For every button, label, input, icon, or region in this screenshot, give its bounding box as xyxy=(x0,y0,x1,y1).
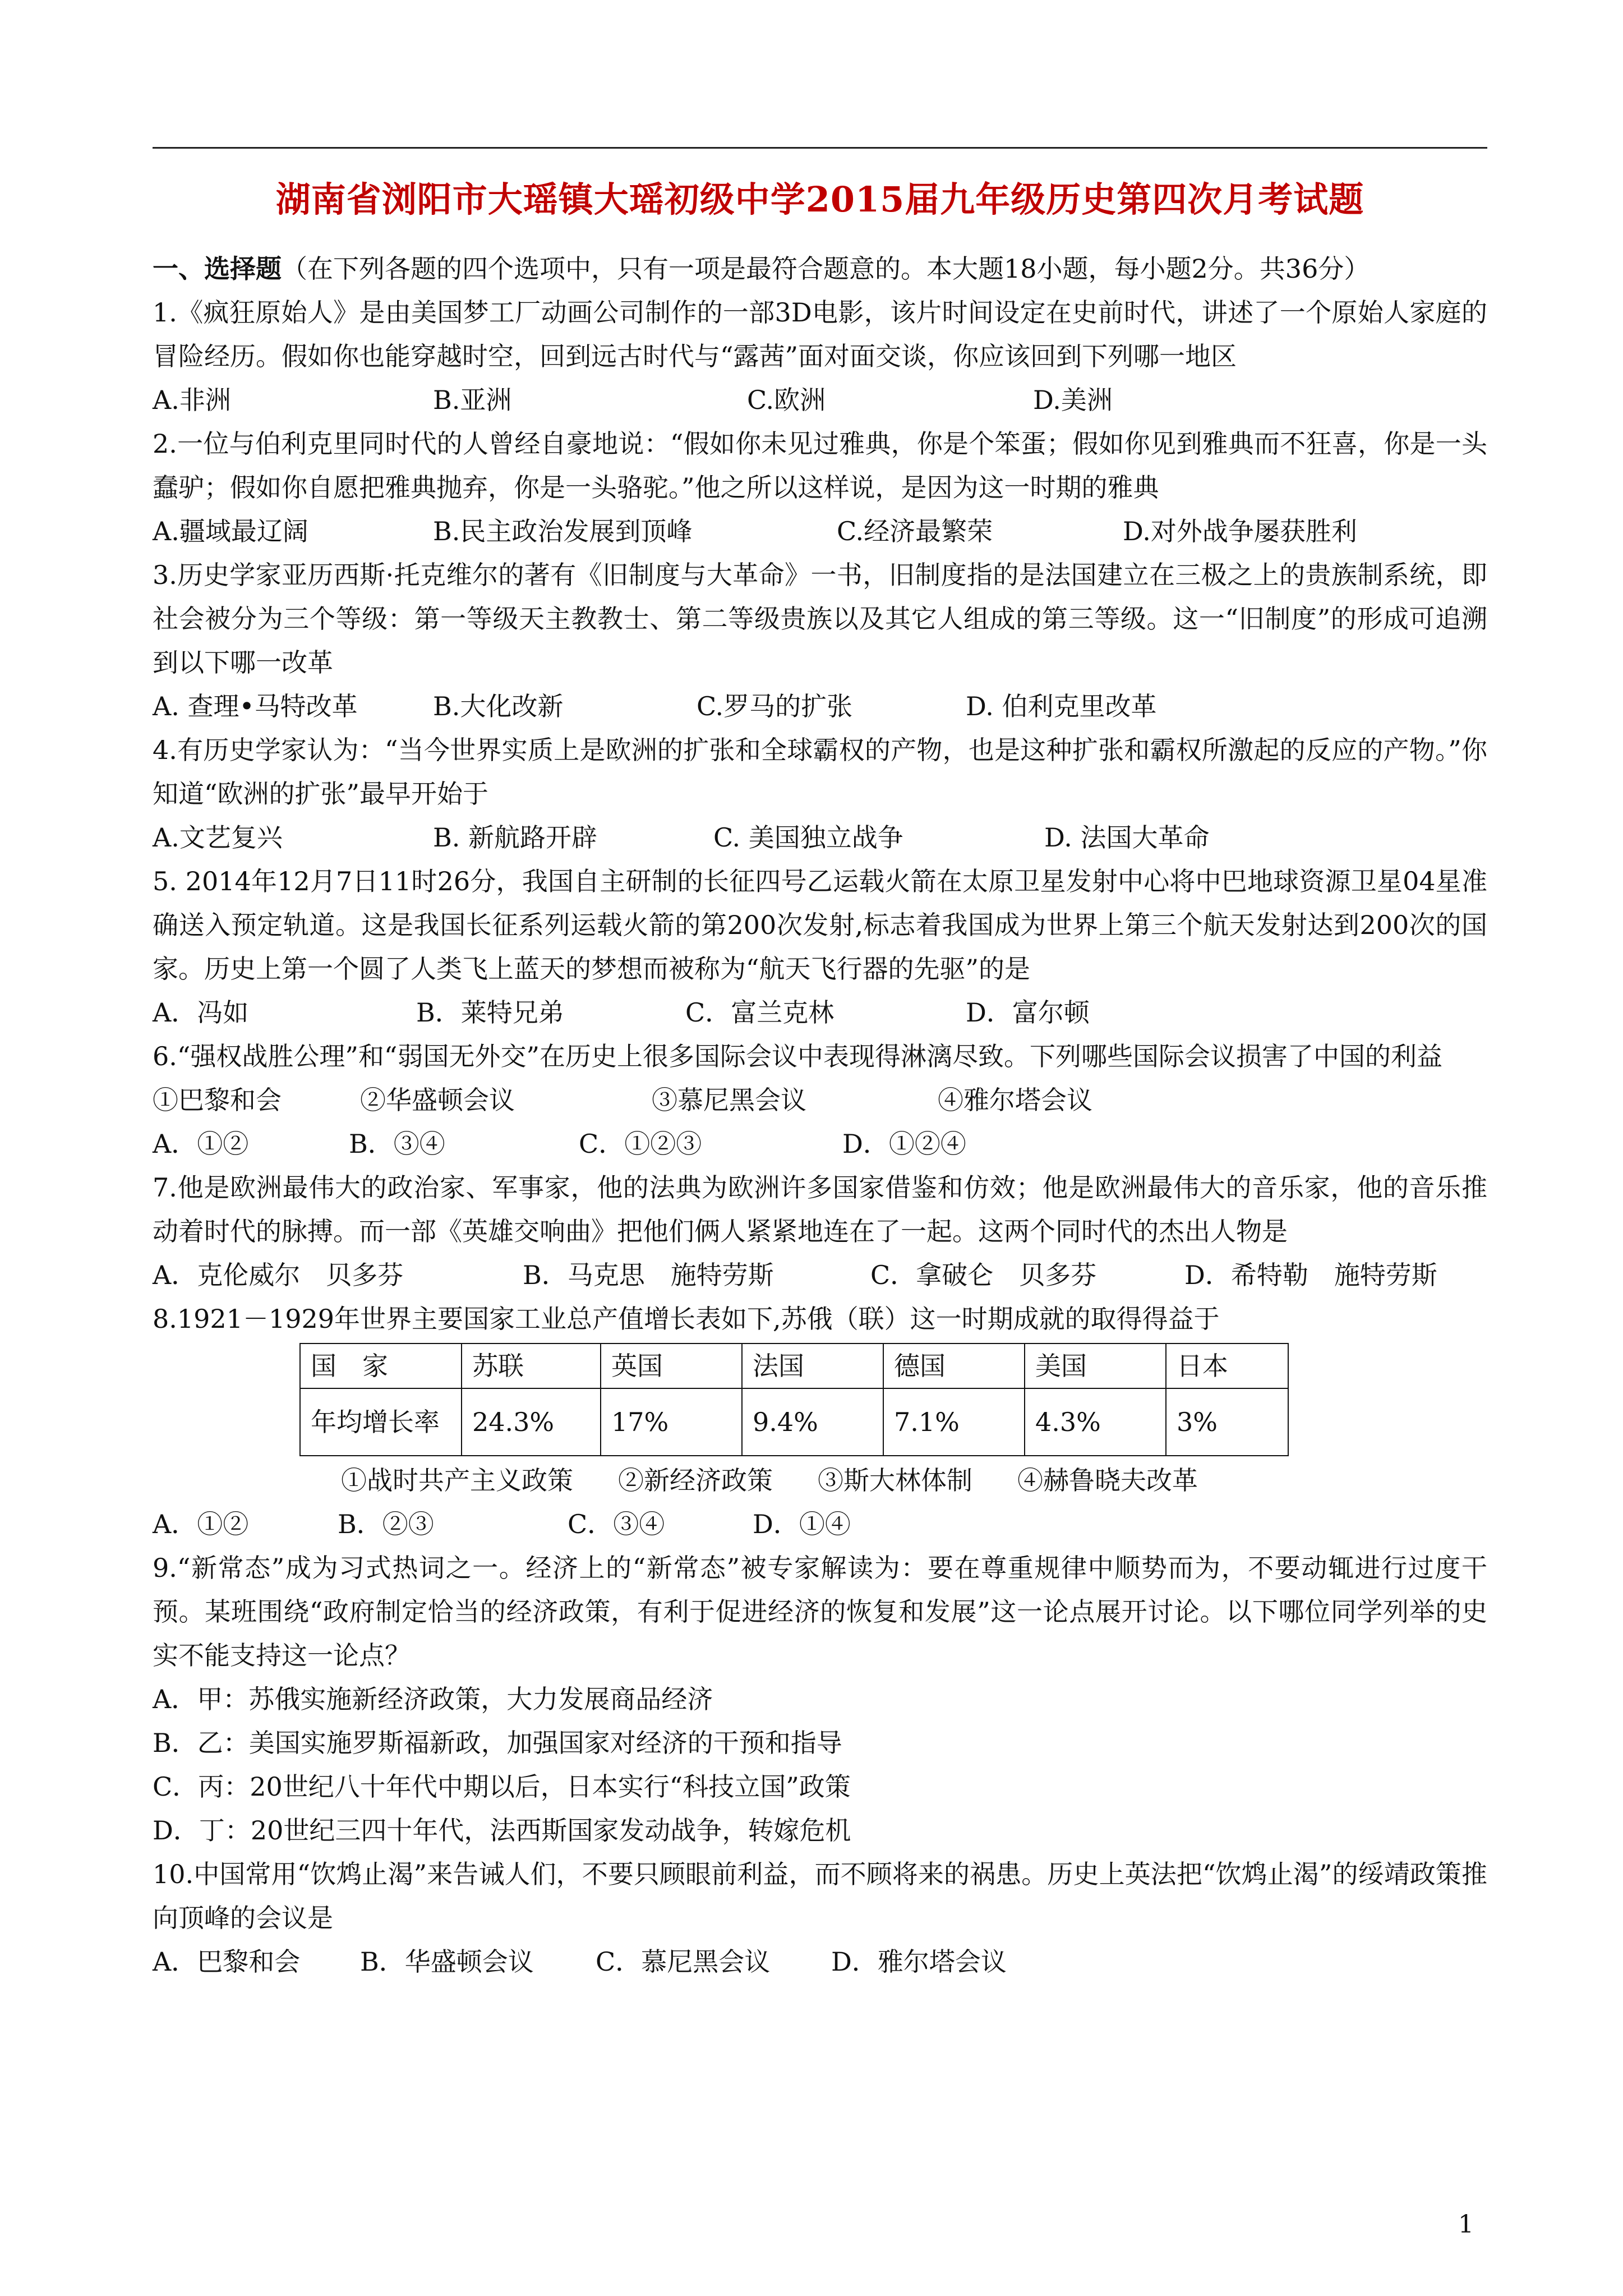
option-c: C．拿破仑 贝多芬 xyxy=(870,1260,1097,1290)
item-4: ④雅尔塔会议 xyxy=(938,1085,1092,1115)
question-4-stem: 4.有历史学家认为：“当今世界实质上是欧洲的扩张和全球霸权的产物，也是这种扩张和霸权所激起的反应的产物。”你知道“欧洲的扩张”最早开始于 xyxy=(153,735,1487,809)
question-2-stem: 2.一位与伯利克里同时代的人曾经自豪地说：“假如你未见过雅典，你是个笨蛋；假如你见到雅典而不狂喜，你是一头蠢驴；假如你自愿把雅典抛弃，你是一头骆驼。”他之所以这样说，是因为这一时期的雅典 xyxy=(153,429,1487,503)
option-b: B．②③ xyxy=(338,1509,434,1539)
question-10-options xyxy=(153,1940,1487,1984)
question-8-items xyxy=(341,1458,1487,1502)
option-b: B．乙：美国实施罗斯福新政，加强国家对经济的干预和指导 xyxy=(153,1728,842,1758)
section-intro xyxy=(153,247,1487,291)
section-head: 一、选择题 xyxy=(153,254,282,284)
item-1: ①巴黎和会 xyxy=(153,1085,282,1115)
item-4: ④赫鲁晓夫改革 xyxy=(1017,1465,1198,1496)
item-2: ②华盛顿会议 xyxy=(360,1085,515,1115)
question-8-stem: 8.1921－1929年世界主要国家工业总产值增长表如下,苏俄（联）这一时期成就的取得得益于 xyxy=(153,1304,1220,1334)
section-instruction: （在下列各题的四个选项中，只有一项是最符合题意的。本大题18小题，每小题2分。共36分） xyxy=(282,254,1370,284)
item-1: ①战时共产主义政策 xyxy=(341,1465,573,1496)
option-d: D. 法国大革命 xyxy=(1044,822,1210,853)
option-d: D．希特勒 施特劳斯 xyxy=(1184,1260,1437,1290)
question-5-options xyxy=(153,991,1487,1034)
table-cell: 国 家 xyxy=(300,1343,462,1388)
question-7-options xyxy=(153,1253,1487,1297)
table-cell: 苏联 xyxy=(462,1343,601,1388)
option-d: D．富尔顿 xyxy=(966,997,1090,1028)
question-4-options xyxy=(153,816,1487,859)
table-cell: 英国 xyxy=(601,1343,742,1388)
option-c: C. 美国独立战争 xyxy=(713,822,903,853)
option-d: D．丁：20世纪三四十年代，法西斯国家发动战争，转嫁危机 xyxy=(153,1815,851,1846)
option-c: C．慕尼黑会议 xyxy=(596,1947,771,1977)
table-cell: 17% xyxy=(601,1388,742,1456)
question-3-stem: 3.历史学家亚历西斯·托克维尔的著有《旧制度与大革命》一书，旧制度指的是法国建立在三极之上的贵族制系统，即社会被分为三个等级：第一等级天主教教士、第二等级贵族以及其它人组成的第三等级。这一“旧制度”的形成可追溯到以下哪一改革 xyxy=(153,560,1487,678)
table-cell: 4.3% xyxy=(1025,1388,1166,1456)
option-c: C．富兰克林 xyxy=(685,997,834,1028)
question-2-options xyxy=(153,509,1487,553)
question-6-items xyxy=(153,1078,1487,1122)
option-c: C．③④ xyxy=(568,1509,665,1539)
table-header-row xyxy=(300,1343,1288,1388)
header-rule xyxy=(153,147,1487,149)
option-d: D．①②④ xyxy=(842,1129,966,1159)
table-cell: 24.3% xyxy=(462,1388,601,1456)
option-b: B．华盛顿会议 xyxy=(360,1947,534,1977)
option-d: D. 伯利克里改革 xyxy=(966,691,1157,721)
option-c: C.罗马的扩张 xyxy=(697,691,853,721)
option-b: B．莱特兄弟 xyxy=(416,997,564,1028)
question-7-stem: 7.他是欧洲最伟大的政治家、军事家，他的法典为欧洲许多国家借鉴和仿效；他是欧洲最伟大的音乐家，他的音乐推动着时代的脉搏。而一部《英雄交响曲》把他们俩人紧紧地连在了一起。这两个同时代的杰出人物是 xyxy=(153,1172,1487,1246)
option-a: A．克伦威尔 贝多芬 xyxy=(153,1260,404,1290)
option-a: A.文艺复兴 xyxy=(153,822,283,853)
option-a: A. 查理•马特改革 xyxy=(153,691,358,721)
option-c: C.经济最繁荣 xyxy=(837,516,993,546)
option-a: A.疆域最辽阔 xyxy=(153,516,308,546)
question-8-options xyxy=(153,1502,1487,1546)
option-c: C．①②③ xyxy=(579,1129,702,1159)
option-a: A.非洲 xyxy=(153,385,231,415)
option-b: B.亚洲 xyxy=(433,385,512,415)
table-cell: 年均增长率 xyxy=(300,1388,462,1456)
item-2: ②新经济政策 xyxy=(618,1465,773,1496)
table-cell: 法国 xyxy=(742,1343,883,1388)
option-c: C.欧洲 xyxy=(747,385,826,415)
question-6-options xyxy=(153,1122,1487,1166)
option-d: D．雅尔塔会议 xyxy=(831,1947,1007,1977)
option-b: B．③④ xyxy=(349,1129,445,1159)
exam-content xyxy=(153,247,1487,1984)
question-1-options xyxy=(153,378,1487,422)
table-cell: 美国 xyxy=(1025,1343,1166,1388)
option-d: D.对外战争屡获胜利 xyxy=(1123,516,1357,546)
option-a: A．巴黎和会 xyxy=(153,1947,301,1977)
table-row xyxy=(300,1388,1288,1456)
option-d: D．①④ xyxy=(753,1509,851,1539)
growth-table xyxy=(299,1343,1289,1456)
question-6-stem: 6.“强权战胜公理”和“弱国无外交”在历史上很多国际会议中表现得淋漓尽致。下列哪些国际会议损害了中国的利益 xyxy=(153,1041,1442,1071)
option-b: B. 新航路开辟 xyxy=(433,822,598,853)
item-3: ③慕尼黑会议 xyxy=(652,1085,806,1115)
option-d: D.美洲 xyxy=(1033,385,1113,415)
table-cell: 3% xyxy=(1166,1388,1288,1456)
table-cell: 9.4% xyxy=(742,1388,883,1456)
option-b: B．马克思 施特劳斯 xyxy=(523,1260,774,1290)
page-number: 1 xyxy=(1458,2210,1474,2239)
question-10-stem: 10.中国常用“饮鸩止渴”来告诫人们，不要只顾眼前利益，而不顾将来的祸患。历史上英法把“饮鸩止渴”的绥靖政策推向顶峰的会议是 xyxy=(153,1859,1487,1933)
option-a: A．冯如 xyxy=(153,997,249,1028)
option-c: C．丙：20世纪八十年代中期以后，日本实行“科技立国”政策 xyxy=(153,1772,851,1802)
option-a: A．①② xyxy=(153,1129,249,1159)
table-cell: 日本 xyxy=(1166,1343,1288,1388)
item-3: ③斯大林体制 xyxy=(818,1465,972,1496)
question-3-options xyxy=(153,684,1487,728)
table-cell: 7.1% xyxy=(883,1388,1025,1456)
option-b: B.大化改新 xyxy=(433,691,564,721)
option-a: A．甲：苏俄实施新经济政策，大力发展商品经济 xyxy=(153,1684,713,1714)
page-title: 湖南省浏阳市大瑶镇大瑶初级中学2015届九年级历史第四次月考试题 xyxy=(275,179,1364,220)
question-1-stem: 1.《疯狂原始人》是由美国梦工厂动画公司制作的一部3D电影，该片时间设定在史前时代，讲述了一个原始人家庭的冒险经历。假如你也能穿越时空，回到远古时代与“露茜”面对面交谈，你应该回到下列哪一地区 xyxy=(153,297,1487,371)
question-5-stem: 5. 2014年12月7日11时26分，我国自主研制的长征四号乙运载火箭在太原卫星发射中心将中巴地球资源卫星04星准确送入预定轨道。这是我国长征系列运载火箭的第200次发射,标志着我国成为世界上第三个航天发射达到200次的国家。历史上第一个圆了人类飞上蓝天的梦想而被称为“航天飞行器的先驱”的是 xyxy=(153,866,1487,984)
table-cell: 德国 xyxy=(883,1343,1025,1388)
option-a: A．①② xyxy=(153,1509,249,1539)
option-b: B.民主政治发展到顶峰 xyxy=(433,516,693,546)
question-9-stem: 9.“新常态”成为习式热词之一。经济上的“新常态”被专家解读为：要在尊重规律中顺势而为，不要动辄进行过度干预。某班围绕“政府制定恰当的经济政策，有利于促进经济的恢复和发展”这一论点展开讨论。以下哪位同学列举的史实不能支持这一论点？ xyxy=(153,1553,1487,1671)
